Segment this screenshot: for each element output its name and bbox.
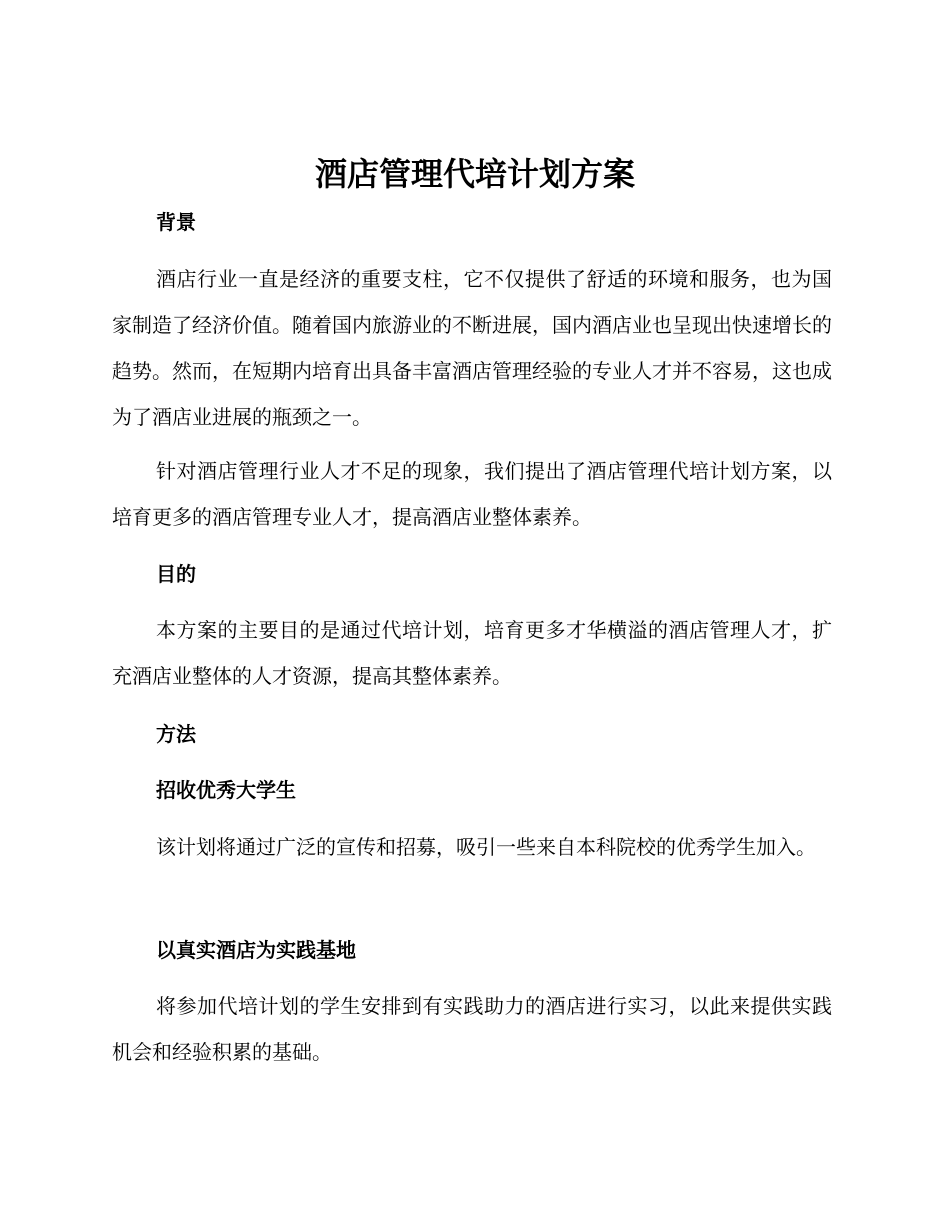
section-heading-purpose: 目的	[156, 562, 196, 586]
paragraph-purpose-1: 本方案的主要目的是通过代培计划，培育更多才华横溢的酒店管理人才，扩充酒店业整体的人才资源，提高其整体素养。	[112, 618, 832, 688]
paragraph-background-1: 酒店行业一直是经济的重要支柱，它不仅提供了舒适的环境和服务，也为国家制造了经济价值。随着国内旅游业的不断进展，国内酒店业也呈现出快速增长的趋势。然而，在短期内培育出具备丰富酒店管理经验的专业人才并不容易，这也成为了酒店业进展的瓶颈之一。	[112, 267, 832, 429]
document-title: 酒店管理代培计划方案	[314, 155, 635, 193]
section-heading-method: 方法	[156, 722, 196, 746]
paragraph-recruit-1: 该计划将通过广泛的宣传和招募，吸引一些来自本科院校的优秀学生加入。	[156, 835, 816, 859]
subsection-heading-practice-base: 以真实酒店为实践基地	[156, 938, 356, 962]
subsection-heading-recruit: 招收优秀大学生	[156, 778, 296, 802]
paragraph-background-2: 针对酒店管理行业人才不足的现象，我们提出了酒店管理代培计划方案，以培育更多的酒店管理专业人才，提高酒店业整体素养。	[112, 459, 832, 529]
paragraph-practice-base-1: 将参加代培计划的学生安排到有实践助力的酒店进行实习，以此来提供实践机会和经验积累的基础。	[112, 994, 832, 1064]
section-heading-background: 背景	[156, 210, 196, 234]
